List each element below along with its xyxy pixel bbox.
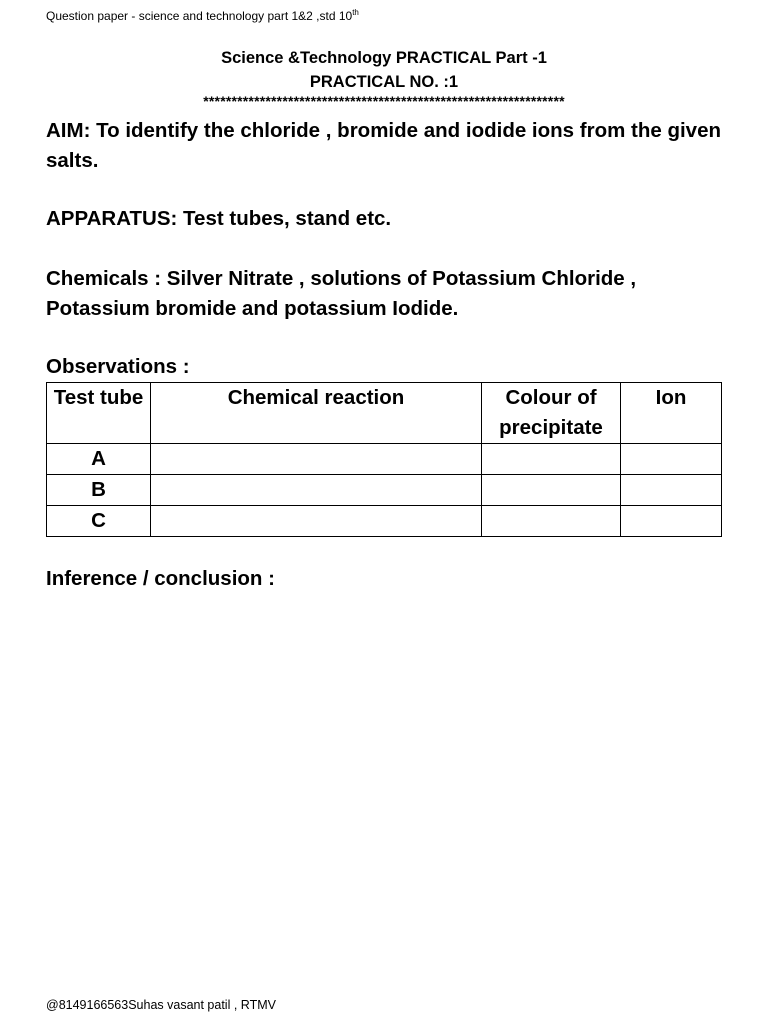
chemical-reaction-cell	[151, 506, 482, 537]
header-test-tube: Test tube	[47, 383, 151, 444]
page-footer: @8149166563Suhas vasant patil , RTMV	[46, 998, 276, 1012]
observations-table	[46, 382, 722, 537]
table-header-row	[47, 383, 722, 444]
apparatus-text: APPARATUS: Test tubes, stand etc.	[46, 207, 392, 230]
page-header	[46, 9, 359, 23]
header-text: Question paper - science and technology part 1&2 ,std 10	[46, 9, 353, 23]
chemical-reaction-cell	[151, 444, 482, 475]
colour-cell	[482, 506, 621, 537]
colour-cell	[482, 444, 621, 475]
ion-cell	[621, 475, 722, 506]
header-chemical-reaction: Chemical reaction	[151, 383, 482, 444]
ion-cell	[621, 506, 722, 537]
observations-heading: Observations :	[46, 355, 190, 378]
table-row	[47, 506, 722, 537]
test-tube-cell: C	[47, 506, 151, 537]
table-row	[47, 444, 722, 475]
chemicals-text: Chemicals : Silver Nitrate , solutions of Potassium Chloride , Potassium bromide and potassium Iodide.	[46, 267, 637, 320]
table-row	[47, 475, 722, 506]
inference-heading: Inference / conclusion :	[46, 567, 275, 590]
practical-number: PRACTICAL NO. :1	[309, 73, 459, 91]
chemical-reaction-cell	[151, 475, 482, 506]
colour-cell	[482, 475, 621, 506]
test-tube-cell: A	[47, 444, 151, 475]
test-tube-cell: B	[47, 475, 151, 506]
document-title: Science &Technology PRACTICAL Part -1	[221, 49, 547, 67]
ion-cell	[621, 444, 722, 475]
header-superscript: th	[352, 8, 359, 17]
header-ion: Ion	[621, 383, 722, 444]
star-separator: ****************************************************************	[203, 93, 565, 109]
title-block	[0, 46, 768, 94]
aim-text: AIM: To identify the chloride , bromide and iodide ions from the given salts.	[46, 119, 722, 172]
header-colour-of-precipitate: Colour of precipitate	[482, 383, 621, 444]
